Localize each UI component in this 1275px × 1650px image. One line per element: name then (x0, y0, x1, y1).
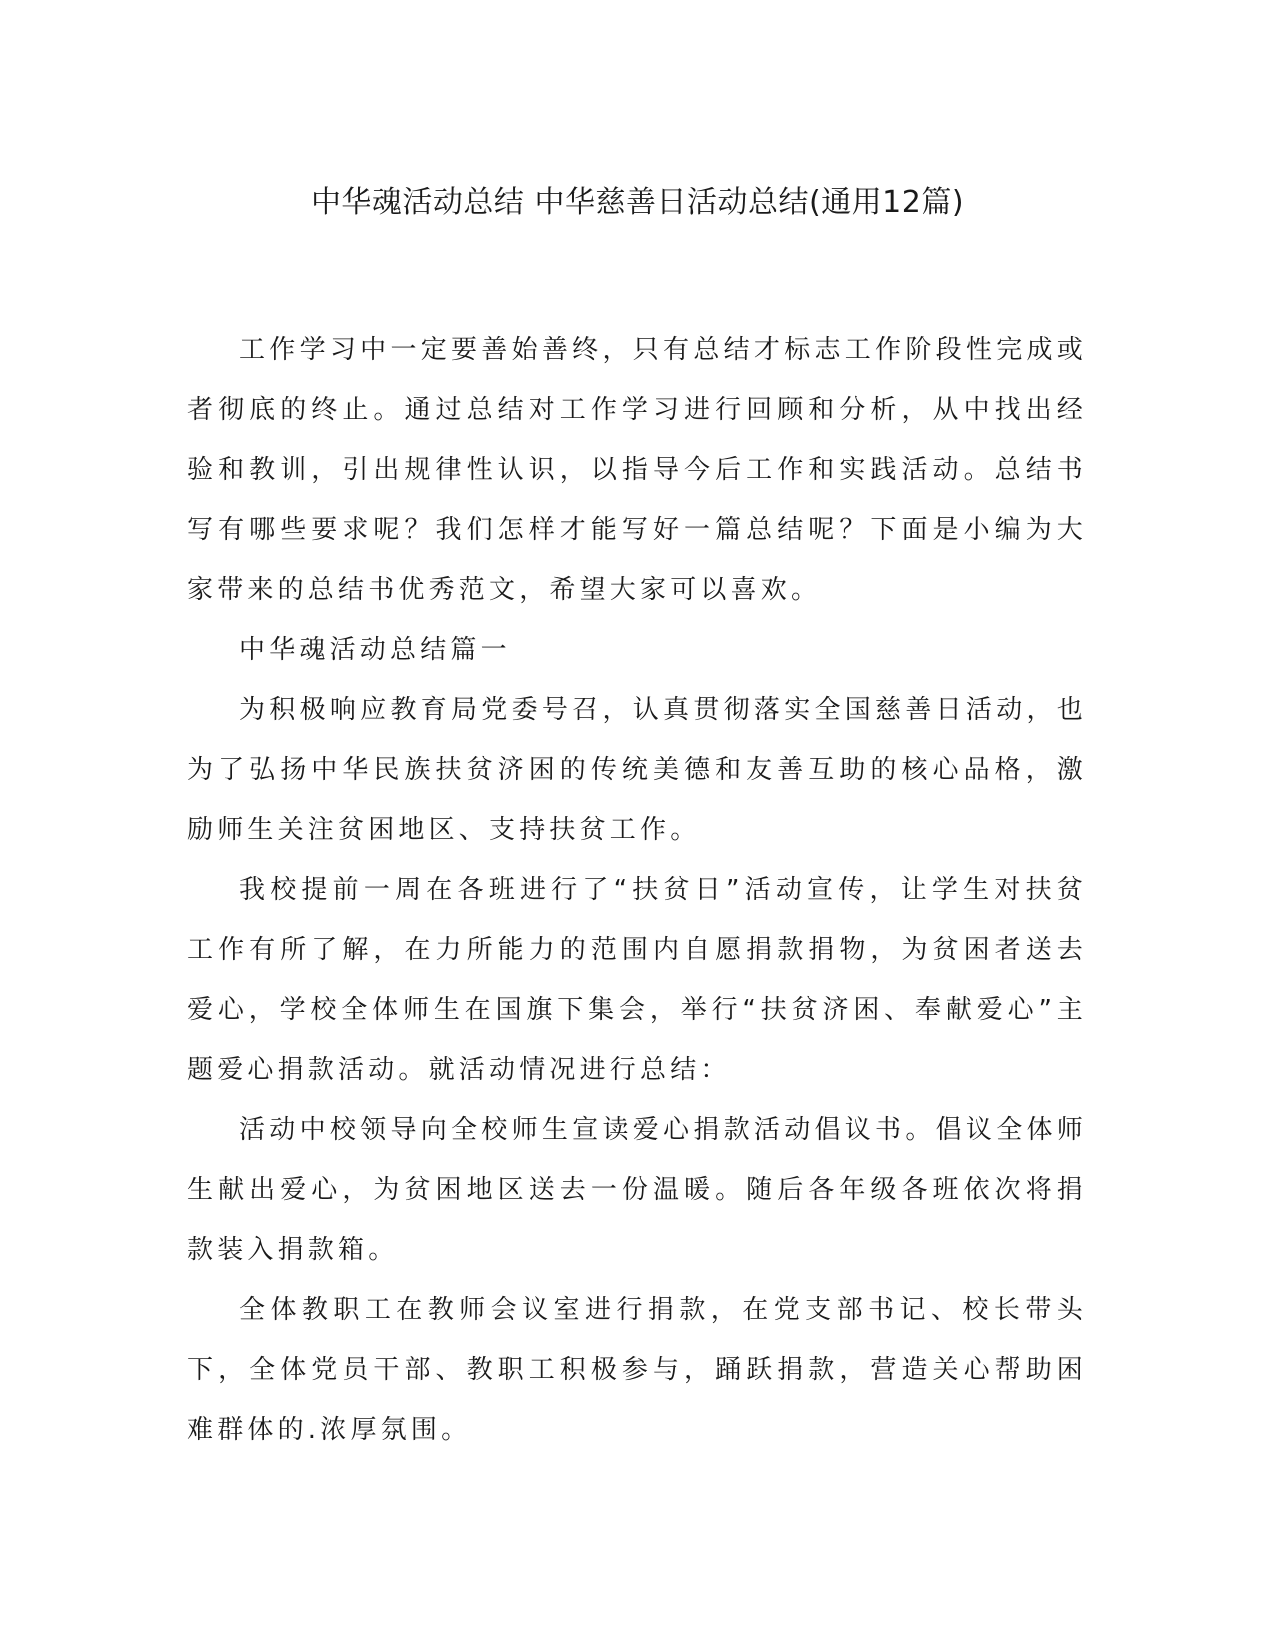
body-paragraph: 我校提前一周在各班进行了“扶贫日”活动宣传，让学生对扶贫工作有所了解，在力所能力的范围内自愿捐款捐物，为贫困者送去爱心，学校全体师生在国旗下集会，举行“扶贫济困、奉献爱心”主题爱心捐款活动。就活动情况进行总结： (187, 875, 1087, 1085)
section-heading: 中华魂活动总结篇一 (239, 635, 511, 665)
body-paragraph: 全体教职工在教师会议室进行捐款，在党支部书记、校长带头下，全体党员干部、教职工积极参与，踊跃捐款，营造关心帮助困难群体的.浓厚氛围。 (187, 1295, 1087, 1445)
body-paragraph: 活动中校领导向全校师生宣读爱心捐款活动倡议书。倡议全体师生献出爱心，为贫困地区送去一份温暖。随后各年级各班依次将捐款装入捐款箱。 (187, 1115, 1087, 1265)
document-title: 中华魂活动总结 中华慈善日活动总结(通用12篇) (310, 185, 965, 220)
body-paragraph: 为积极响应教育局党委号召，认真贯彻落实全国慈善日活动，也为了弘扬中华民族扶贫济困的传统美德和友善互助的核心品格，激励师生关注贫困地区、支持扶贫工作。 (187, 695, 1087, 845)
document-body (187, 320, 1087, 1460)
intro-paragraph: 工作学习中一定要善始善终，只有总结才标志工作阶段性完成或者彻底的终止。通过总结对工作学习进行回顾和分析，从中找出经验和教训，引出规律性认识，以指导今后工作和实践活动。总结书写有哪些要求呢？我们怎样才能写好一篇总结呢？下面是小编为大家带来的总结书优秀范文，希望大家可以喜欢。 (187, 335, 1087, 605)
